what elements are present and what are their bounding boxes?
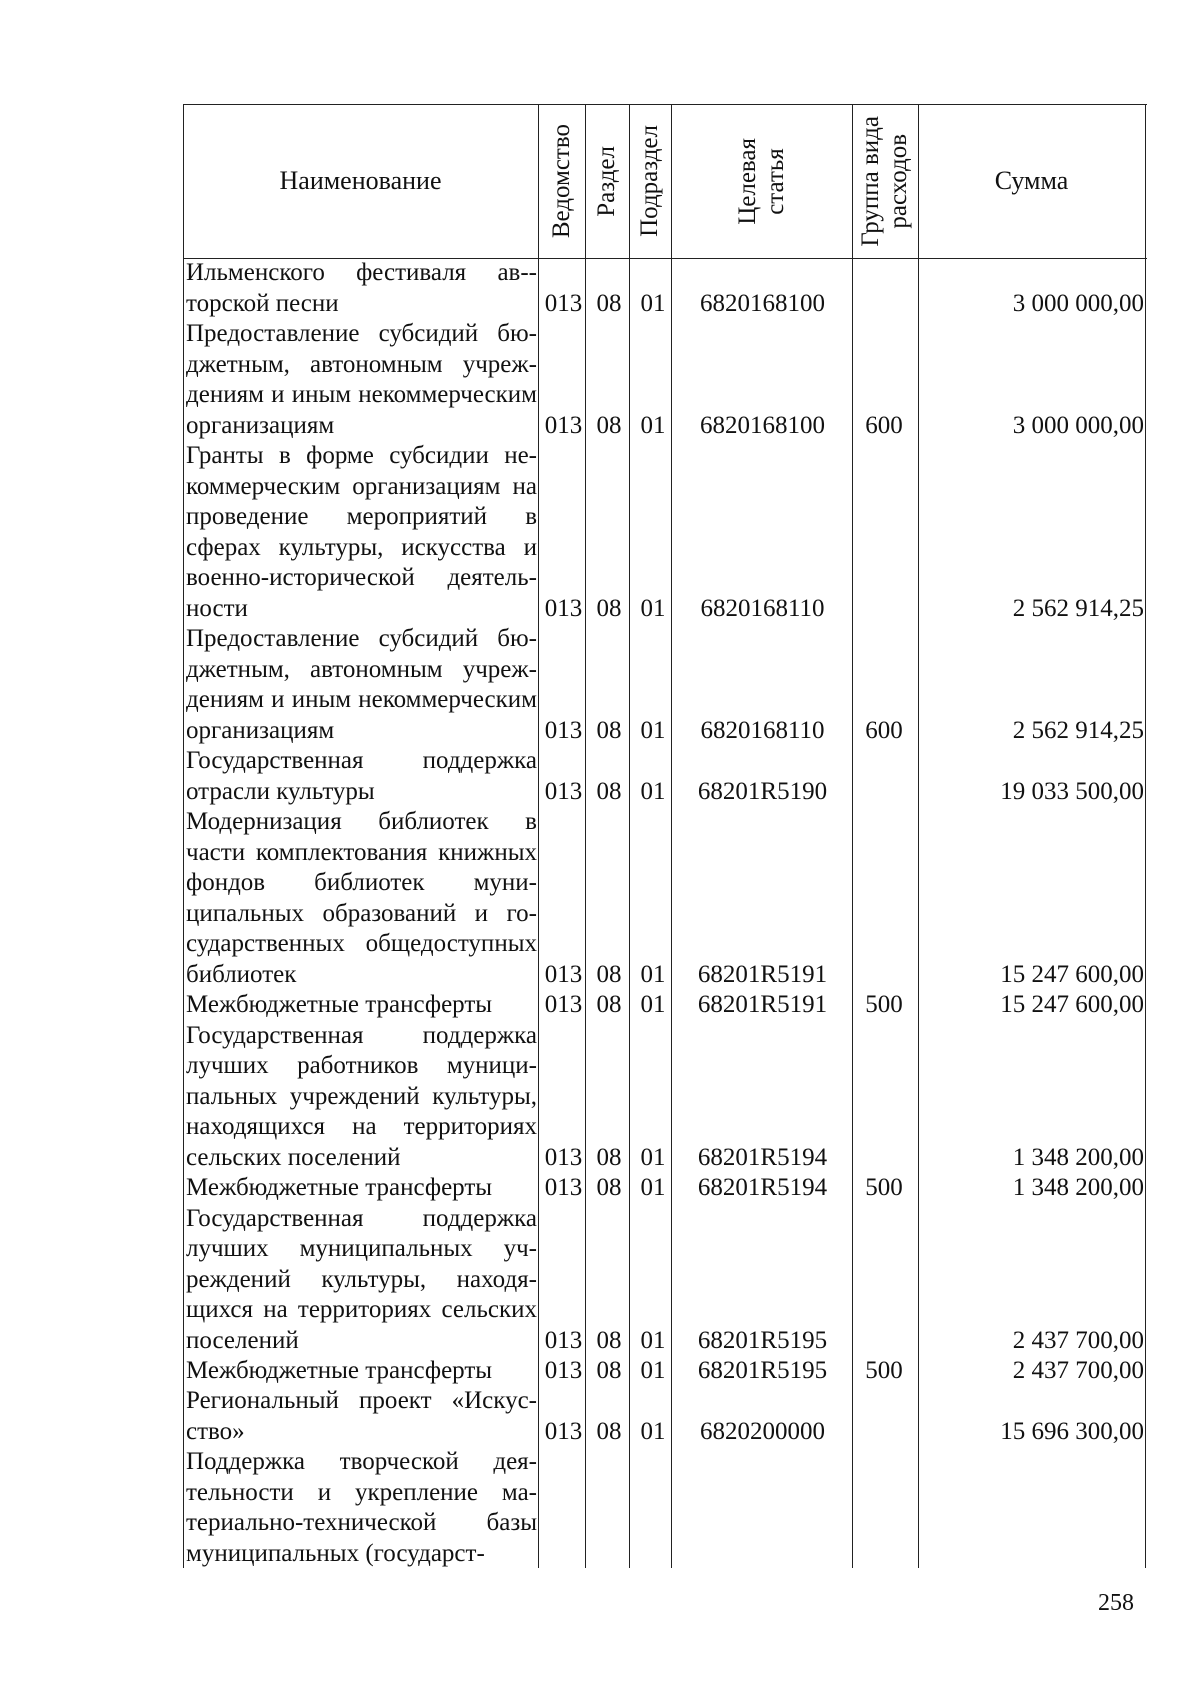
table-row [183,1386,1147,1447]
row-name: Модернизация библиотек в части комплектования книжных фондов библиотек муниципальных образований и государственных общедоступных библиотек [186,808,537,988]
row-summa: 15 247 600,00 [1000,990,1144,1018]
row-gruppa: 500 [865,1356,903,1384]
row-razdel: 08 [596,990,622,1018]
table-row [183,1203,1147,1356]
row-name: Предоставление субсидий бюджетным, автономным учреждениям и иным некоммерческим организациям [186,320,537,439]
table-row [183,319,1147,441]
row-vedomstvo: 013 [544,411,583,439]
table-row [183,1447,1147,1569]
row-name: Государственная поддержка отрасли культуры [186,747,537,805]
header-razdel: Раздел [593,145,620,217]
row-vedomstvo: 013 [544,594,583,622]
row-vedomstvo: 013 [544,1173,583,1201]
row-name: Межбюджетные трансферты [186,1356,493,1384]
header-gruppa-cell [852,104,918,258]
row-razdel: 08 [596,1143,622,1171]
row-name: Межбюджетные трансферты [186,990,493,1018]
table-row [183,1020,1147,1173]
row-podrazdel: 01 [640,990,666,1018]
row-razdel: 08 [596,594,622,622]
table-row [183,746,1147,807]
header-gruppa-line2: расходов [885,133,912,229]
row-celevaya: 68201R5191 [697,990,828,1018]
table-row [183,990,1147,1020]
header-name: Наименование [279,166,442,195]
row-razdel: 08 [596,1417,622,1445]
header-vedomstvo-cell [538,104,585,258]
header-celevaya [734,138,790,225]
row-celevaya: 68201R5190 [697,777,828,805]
row-vedomstvo: 013 [544,1417,583,1445]
row-podrazdel: 01 [640,960,666,988]
row-vedomstvo: 013 [544,777,583,805]
row-podrazdel: 01 [640,289,666,317]
row-celevaya: 6820168100 [700,289,825,317]
row-celevaya: 68201R5191 [697,960,828,988]
row-podrazdel: 01 [640,716,666,744]
row-vedomstvo: 013 [544,1326,583,1354]
row-summa: 1 348 200,00 [1012,1173,1144,1201]
budget-table [183,104,1147,1568]
table-row [183,1173,1147,1203]
header-vedomstvo: Ведомство [547,123,575,239]
row-razdel: 08 [596,960,622,988]
row-gruppa: 600 [865,716,903,744]
header-gruppa [857,116,913,247]
row-summa: 19 033 500,00 [1000,777,1144,805]
row-name: Региональный проект «Искусство» [186,1387,537,1445]
table-row [183,441,1147,624]
row-gruppa: 600 [865,411,903,439]
header-celevaya-line1: Целевая [733,137,761,225]
row-celevaya: 6820168110 [700,594,825,622]
row-summa: 1 348 200,00 [1012,1143,1144,1171]
row-podrazdel: 01 [640,1143,666,1171]
header-podrazdel-cell [629,104,671,258]
row-celevaya: 6820168110 [700,716,825,744]
row-podrazdel: 01 [640,1326,666,1354]
table-row [183,807,1147,990]
row-podrazdel: 01 [640,777,666,805]
row-name: Предоставление субсидий бюджетным, автономным учреждениям и иным некоммерческим организациям [186,625,537,744]
row-celevaya: 68201R5195 [697,1326,828,1354]
row-razdel: 08 [596,1326,622,1354]
row-podrazdel: 01 [640,1173,666,1201]
row-razdel: 08 [596,411,622,439]
row-celevaya: 6820200000 [700,1417,825,1445]
row-name: Межбюджетные трансферты [186,1173,493,1201]
row-summa: 2 562 914,25 [1012,716,1144,744]
row-podrazdel: 01 [640,594,666,622]
row-summa: 2 437 700,00 [1012,1356,1144,1384]
row-summa: 15 696 300,00 [1000,1417,1144,1445]
row-vedomstvo: 013 [544,716,583,744]
row-summa: 2 437 700,00 [1012,1326,1144,1354]
row-name: Государственная поддержка лучших муниципальных учреждений культуры, находящихся на территориях сельских поселений [186,1204,537,1354]
header-gruppa-line1: Группа вида [857,115,884,247]
row-summa: 3 000 000,00 [1012,289,1144,317]
row-summa: 2 562 914,25 [1012,594,1144,622]
header-name-cell [183,104,538,258]
row-razdel: 08 [596,1356,622,1384]
header-summa: Сумма [994,166,1069,195]
row-summa: 3 000 000,00 [1012,411,1144,439]
row-name: Поддержка творческой деятельности и укрепление материально-технической базы муниципальных (государст- [186,1448,537,1567]
row-celevaya: 68201R5195 [697,1356,828,1384]
row-vedomstvo: 013 [544,289,583,317]
row-gruppa: 500 [865,990,903,1018]
header-celevaya-line2: статья [761,147,789,215]
row-vedomstvo: 013 [544,1143,583,1171]
row-podrazdel: 01 [640,1417,666,1445]
table-row [183,624,1147,746]
row-razdel: 08 [596,1173,622,1201]
row-podrazdel: 01 [640,1356,666,1384]
page-number: 258 [1098,1590,1134,1616]
row-gruppa: 500 [865,1173,903,1201]
row-razdel: 08 [596,777,622,805]
row-summa: 15 247 600,00 [1000,960,1144,988]
table-row [183,258,1147,319]
row-name: Ильменского фестиваля ав-торской песни [186,259,537,317]
row-celevaya: 68201R5194 [697,1173,828,1201]
row-name: Гранты в форме субсидии некоммерческим организациям на проведение мероприятий в сферах культуры, искусства и военно-исторической деятельности [186,442,537,622]
row-celevaya: 68201R5194 [697,1143,828,1171]
row-vedomstvo: 013 [544,960,583,988]
header-podrazdel: Подраздел [636,125,663,237]
header-summa-cell [918,104,1145,258]
row-name: Государственная поддержка лучших работников муниципальных учреждений культуры, находящихся на территориях сельских поселений [186,1021,537,1171]
header-celevaya-cell [671,104,852,258]
row-vedomstvo: 013 [544,1356,583,1384]
table-row [183,1356,1147,1386]
row-razdel: 08 [596,289,622,317]
row-podrazdel: 01 [640,411,666,439]
row-razdel: 08 [596,716,622,744]
row-vedomstvo: 013 [544,990,583,1018]
row-celevaya: 6820168100 [700,411,825,439]
header-razdel-cell [585,104,629,258]
